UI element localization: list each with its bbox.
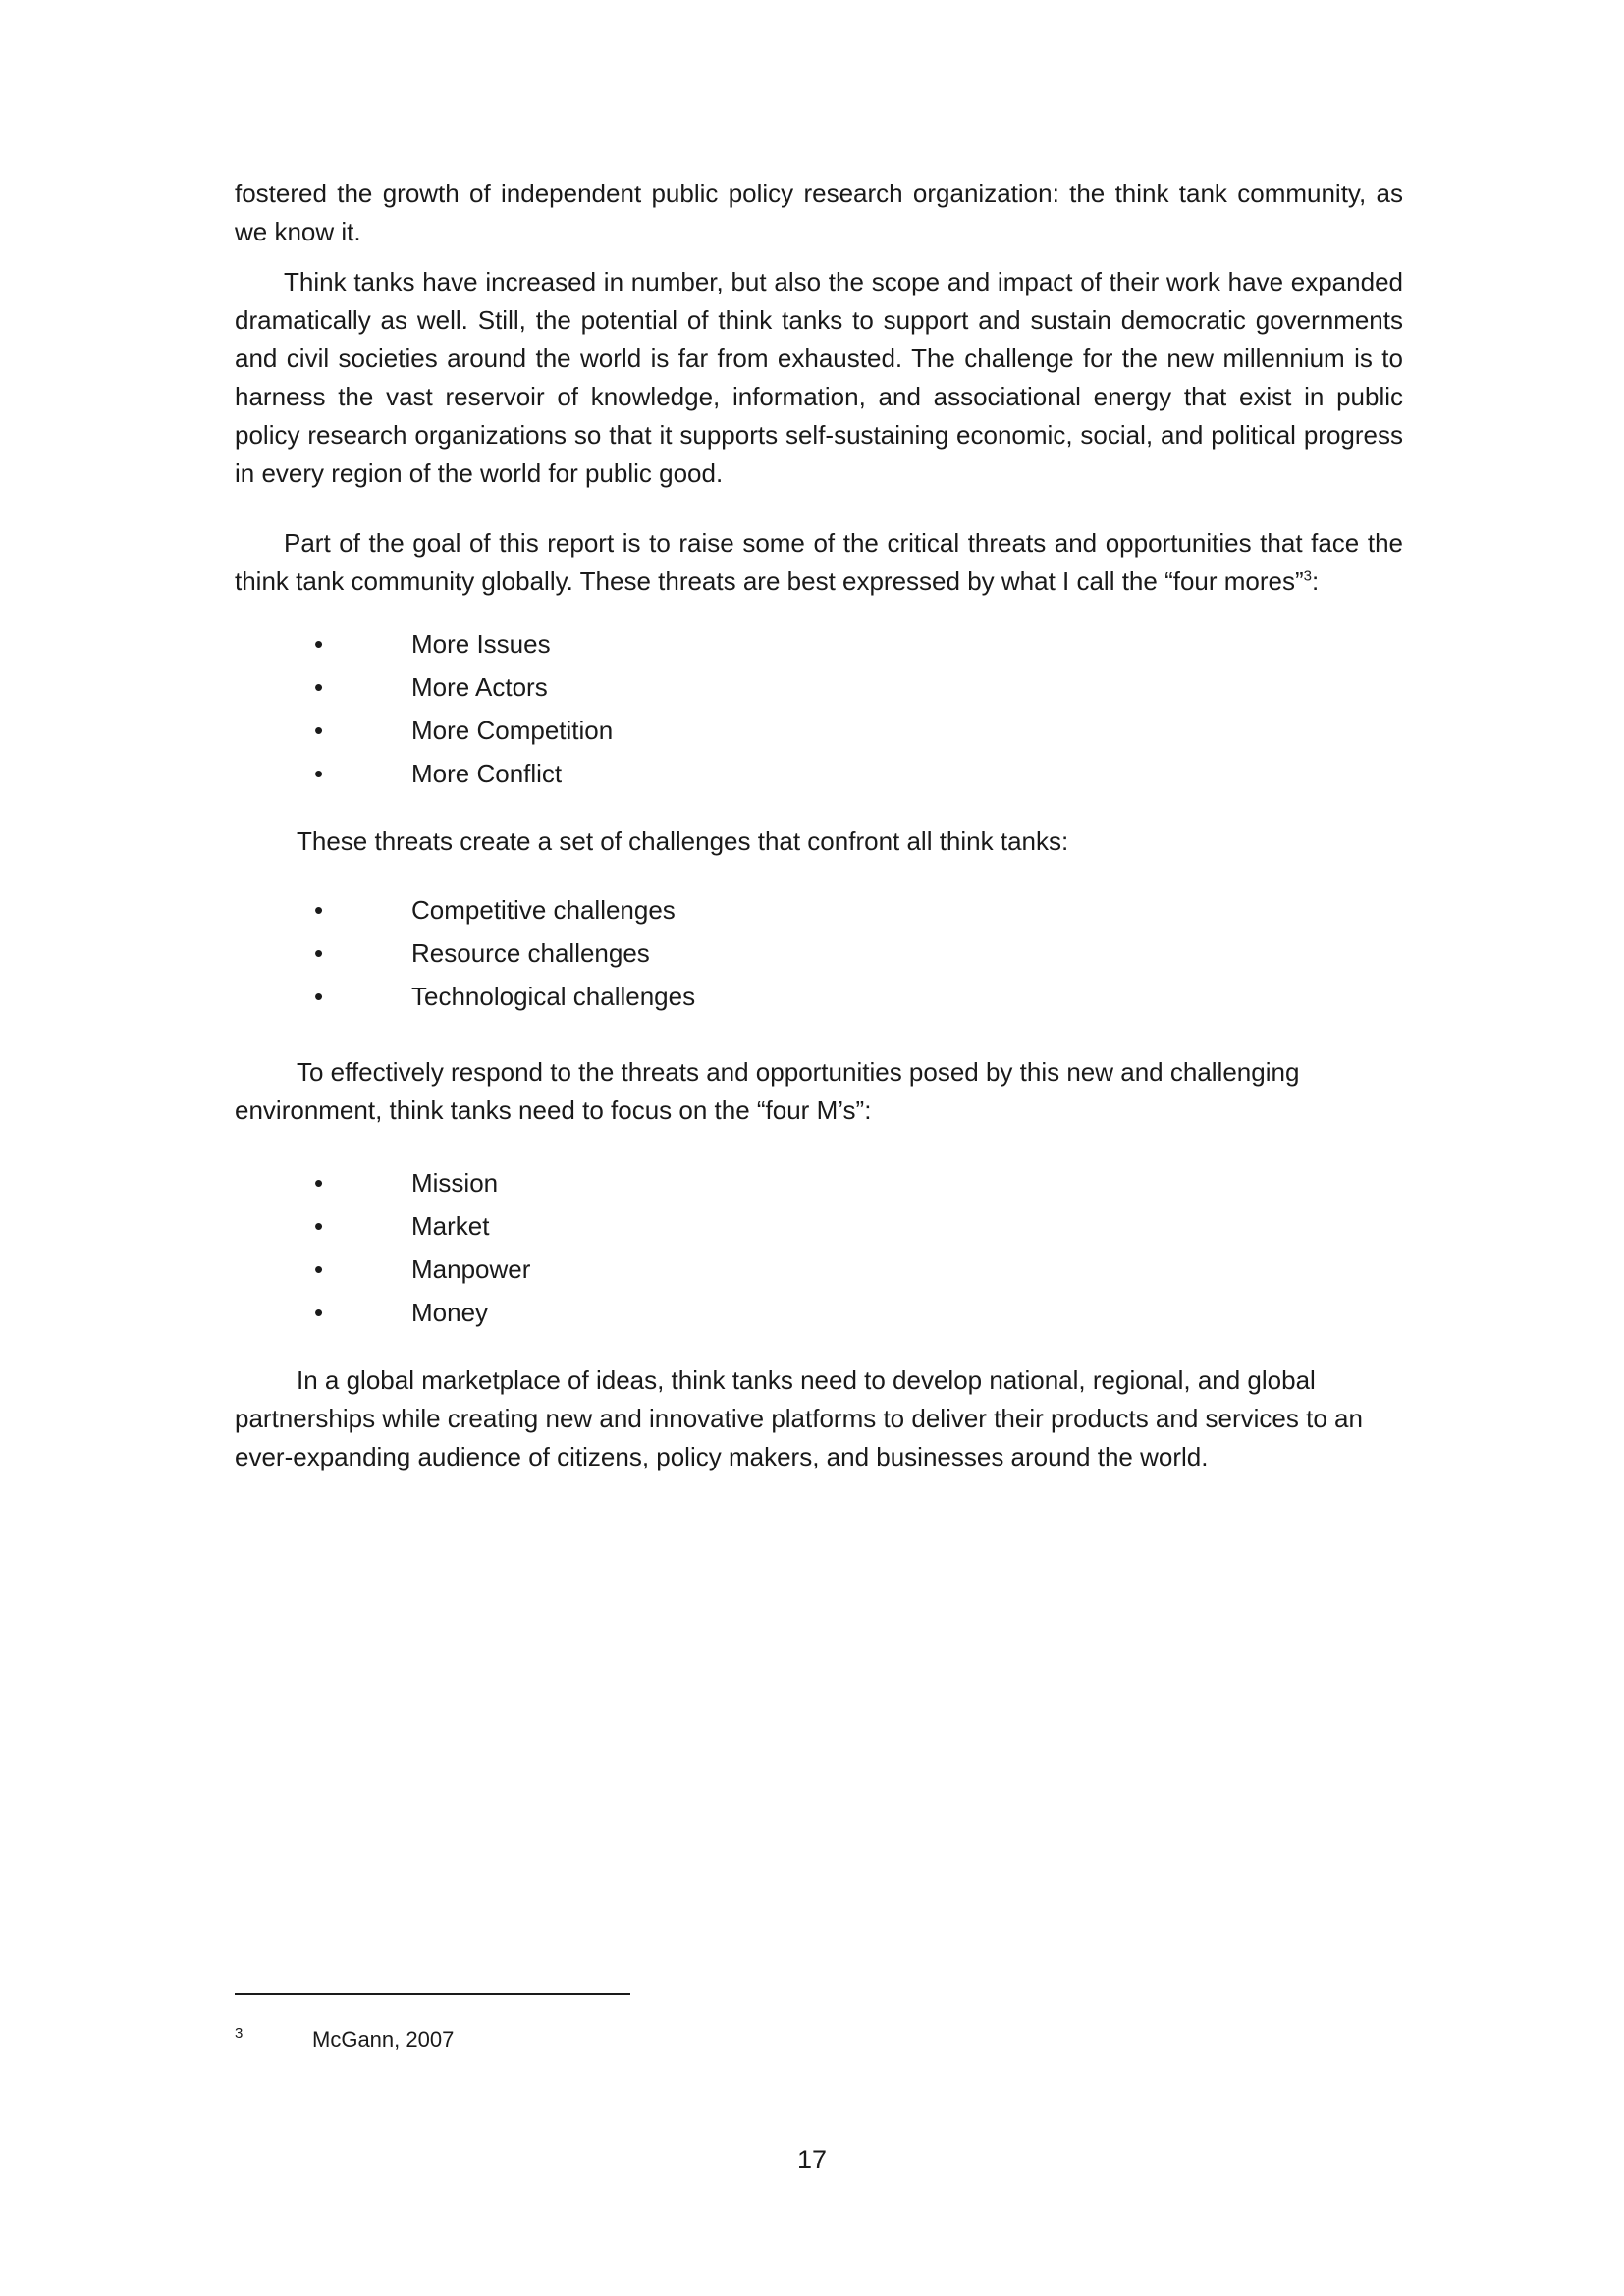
footnote-number: 3: [235, 2025, 244, 2042]
list-item-label: More Competition: [411, 716, 614, 745]
list-item-label: Money: [411, 1298, 489, 1327]
list-item-label: Manpower: [411, 1255, 531, 1284]
paragraph-think-tank-community: fostered the growth of independent public policy research organization: the think tank community, as we know it.: [235, 179, 1403, 246]
four-ms-list: [235, 1161, 1403, 1334]
list-item-label: Competitive challenges: [411, 895, 676, 925]
list-item-label: More Actors: [411, 672, 548, 702]
list-item: [235, 888, 1403, 932]
body-text: [235, 175, 1403, 1476]
list-item: [235, 1204, 1403, 1248]
challenges-list: [235, 888, 1403, 1018]
bullet-icon: •: [314, 759, 324, 788]
list-item: [235, 666, 1403, 709]
list-item: [235, 709, 1403, 752]
bullet-icon: •: [314, 1168, 324, 1198]
footnote-divider: [235, 1993, 630, 1995]
paragraph-four-mores-intro: [235, 524, 1403, 601]
list-item: [235, 622, 1403, 666]
list-item: [235, 932, 1403, 975]
bullet-icon: •: [314, 982, 324, 1011]
paragraph-think-tank-growth: Think tanks have increased in number, but also the scope and impact of their work have expanded dramatically as well. Still, the potential of think tanks to support and sustain democratic governments and civil societies around the world is far from exhausted. The challenge for the new millennium is to harness the vast reservoir of knowledge, information, and associational energy that exist in public policy research organizations so that it supports self-sustaining economic, social, and political progress in every region of the world for public good.: [235, 267, 1403, 488]
list-item: [235, 1291, 1403, 1334]
paragraph-four-ms-intro: To effectively respond to the threats and opportunities posed by this new and challenging environment, think tanks need to focus on the “four M’s”:: [235, 1057, 1300, 1125]
bullet-icon: •: [314, 1255, 324, 1284]
list-item-label: Market: [411, 1211, 490, 1241]
bullet-icon: •: [314, 716, 324, 745]
footnote-text: McGann, 2007: [312, 2027, 455, 2052]
four-mores-list: [235, 622, 1403, 795]
paragraph-global-marketplace: In a global marketplace of ideas, think tanks need to develop national, regional, and global partnerships while creating new and innovative platforms to deliver their products and services to an ever-expanding audience of citizens, policy makers, and businesses around the world.: [235, 1365, 1363, 1471]
bullet-icon: •: [314, 895, 324, 925]
list-item: [235, 752, 1403, 795]
bullet-icon: •: [314, 629, 324, 659]
paragraph-challenges-intro: These threats create a set of challenges that confront all think tanks:: [297, 827, 1069, 856]
list-item: [235, 975, 1403, 1018]
bullet-icon: •: [314, 672, 324, 702]
list-item-label: Resource challenges: [411, 938, 650, 968]
paragraph-four-mores-text: Part of the goal of this report is to raise some of the critical threats and opportunities that face the think tank community globally. These threats are best expressed by what I call the “four mores”: [235, 528, 1403, 596]
list-item: [235, 1248, 1403, 1291]
footnote-reference: 3: [1303, 567, 1312, 585]
list-item-label: More Issues: [411, 629, 551, 659]
page-number: 17: [796, 2145, 828, 2174]
bullet-icon: •: [314, 1298, 324, 1327]
list-item-label: Mission: [411, 1168, 499, 1198]
bullet-icon: •: [314, 1211, 324, 1241]
list-item-label: More Conflict: [411, 759, 563, 788]
list-item-label: Technological challenges: [411, 982, 696, 1011]
paragraph-four-mores-colon: :: [1312, 566, 1320, 596]
bullet-icon: •: [314, 938, 324, 968]
list-item: [235, 1161, 1403, 1204]
